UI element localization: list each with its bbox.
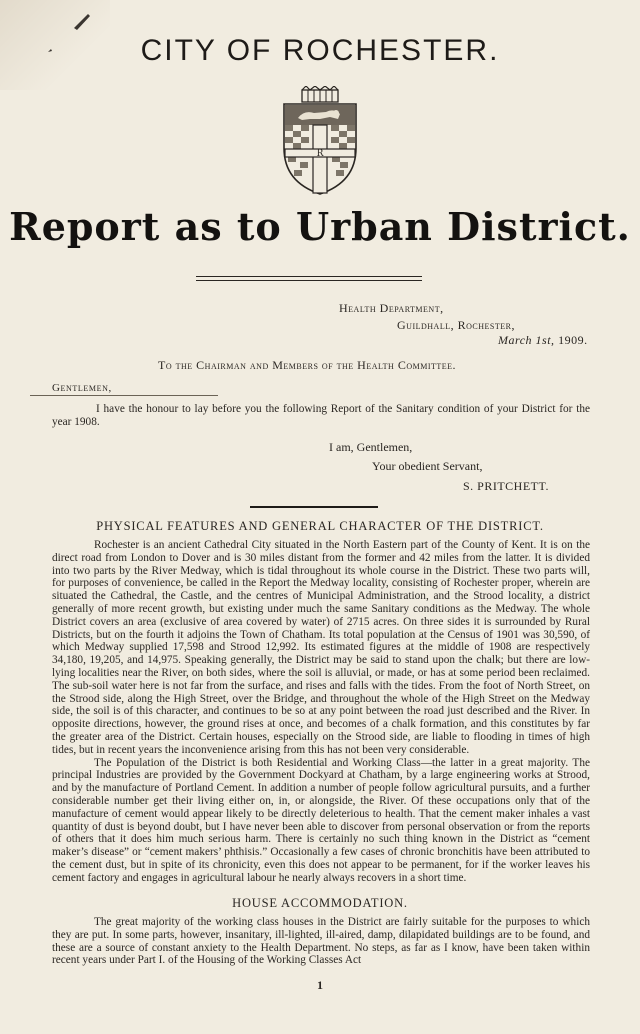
paragraph: Rochester is an ancient Cathedral City situated in the North Eastern part of the County of Kent. It is on the direct road from London to Dover and is 30 miles distant from the former and 42 miles from the latter. It is divided into two parts by the River Medway, which is tidal throughout its whole course in the District. These two parts will, for purposes of convenience, be called in the Report the Medway locality, consisting of Rochester proper, wherein are situated the Cathedral, the Castle, and the centres of Municipal Administration, and the Strood locality, a district generally of more recent growth, but existing under much the same Sanitary conditions as the Medway. The whole District covers an area (exclusive of area covered by water) of 2715 acres. On three sides it is surrounded by Rural Districts, but on the fourth it adjoins the Town of Chatham. Its total population at the Census of 1901 was 30,590, of which Medway supplied 17,598 and Strood 12,992. Its estimated figures at the middle of 1908 are respectively 34,180, 19,205, and 14,975. Speaking generally, the District may be said to stand upon the chalk; but there are low-lying localities near the River, on both sides, where the soil is alluvial, or made, or has at some period been reclaimed. The sub-soil water here is not far from the surface, and rises and falls with the tides. From the foot of North Street, on the Strood side, along the High Street, over the Bridge, and throughout the whole of the High Street on the Medway side, the soil is of this character, and continues to be so at any point between the road just described and the River. In opposite directions, however, the ground rises at once, and becomes of a chalk formation, and this constitutes by far the greater area of the District. Certain houses, especially on the Strood side, are liable to flooding in times of high tides, but in recent years the inconvenience arising from this has not been very considerable. (52, 539, 590, 756)
signature-name: S. PRITCHETT. (463, 479, 549, 493)
paragraph: The great majority of the working class houses in the District are fairly suitable for the purposes to which they are put. In some parts, however, insanitary, ill-lighted, ill-aired, damp, dilapidated buildings are to be found, and these are a source of constant anxiety to the Health Department. No steps, as far as I know, have been taken within recent years under Part I. of the Housing of the Working Classes Act (52, 916, 590, 967)
section-divider (250, 506, 378, 508)
title-divider (196, 276, 422, 284)
city-crest-icon (280, 86, 360, 196)
addressee: To the Chairman and Members of the Health Committee. (158, 358, 457, 372)
date-month: March 1st, (498, 333, 555, 347)
date-year: 1909. (554, 333, 588, 347)
signoff-line-1: I am, Gentlemen, (329, 440, 413, 454)
intro-text: I have the honour to lay before you the following Report of the Sanitary condition of your District for the year 1908. (52, 403, 590, 428)
signoff-line-2: Your obedient Servant, (372, 459, 483, 473)
address-line-1: Health Department, (339, 301, 444, 315)
report-title: Report as to Urban District. (9, 204, 631, 249)
section-housing-body (52, 916, 590, 967)
greeting-rule (30, 395, 218, 396)
intro-paragraph (52, 403, 590, 429)
greeting: Gentlemen, (52, 382, 112, 394)
section-heading-housing: HOUSE ACCOMMODATION. (232, 896, 408, 910)
page-number: 1 (317, 978, 323, 992)
section-heading-physical: PHYSICAL FEATURES AND GENERAL CHARACTER OF THE DISTRICT. (96, 519, 544, 533)
address-line-2: Guildhall, Rochester, (397, 318, 515, 332)
svg-text:R: R (316, 149, 324, 159)
city-title: CITY OF ROCHESTER. (140, 34, 500, 67)
section-physical-body (52, 539, 590, 885)
paragraph: The Population of the District is both Residential and Working Class—the latter in a great majority. The principal Industries are provided by the Government Dockyard at Chatham, by a large engineering works at Strood, and by the manufacture of Portland Cement. In addition a number of people follow agricultural pursuits, and a further considerable number get their living either on, in, or alongside, the River. Of these occupations only that of the manufacture of cement would appear likely to be directly deleterious to health. That the cement maker inhales a vast quantity of dust is beyond doubt, but I have never been able to discover from personal observation or from the reports of others that it does him much serious harm. There is certainly no such thing known in the District as “cement maker’s disease” or “cement makers’ phthisis.” Occasionally a few cases of chronic bronchitis have been attributed to the cement dust, but in spite of its chronicity, even this does not appear to be permanent, for if the worker leaves his cement factory and engages in agricultural labour he nearly always recovers in a short time. (52, 756, 590, 884)
address-date (498, 333, 588, 348)
